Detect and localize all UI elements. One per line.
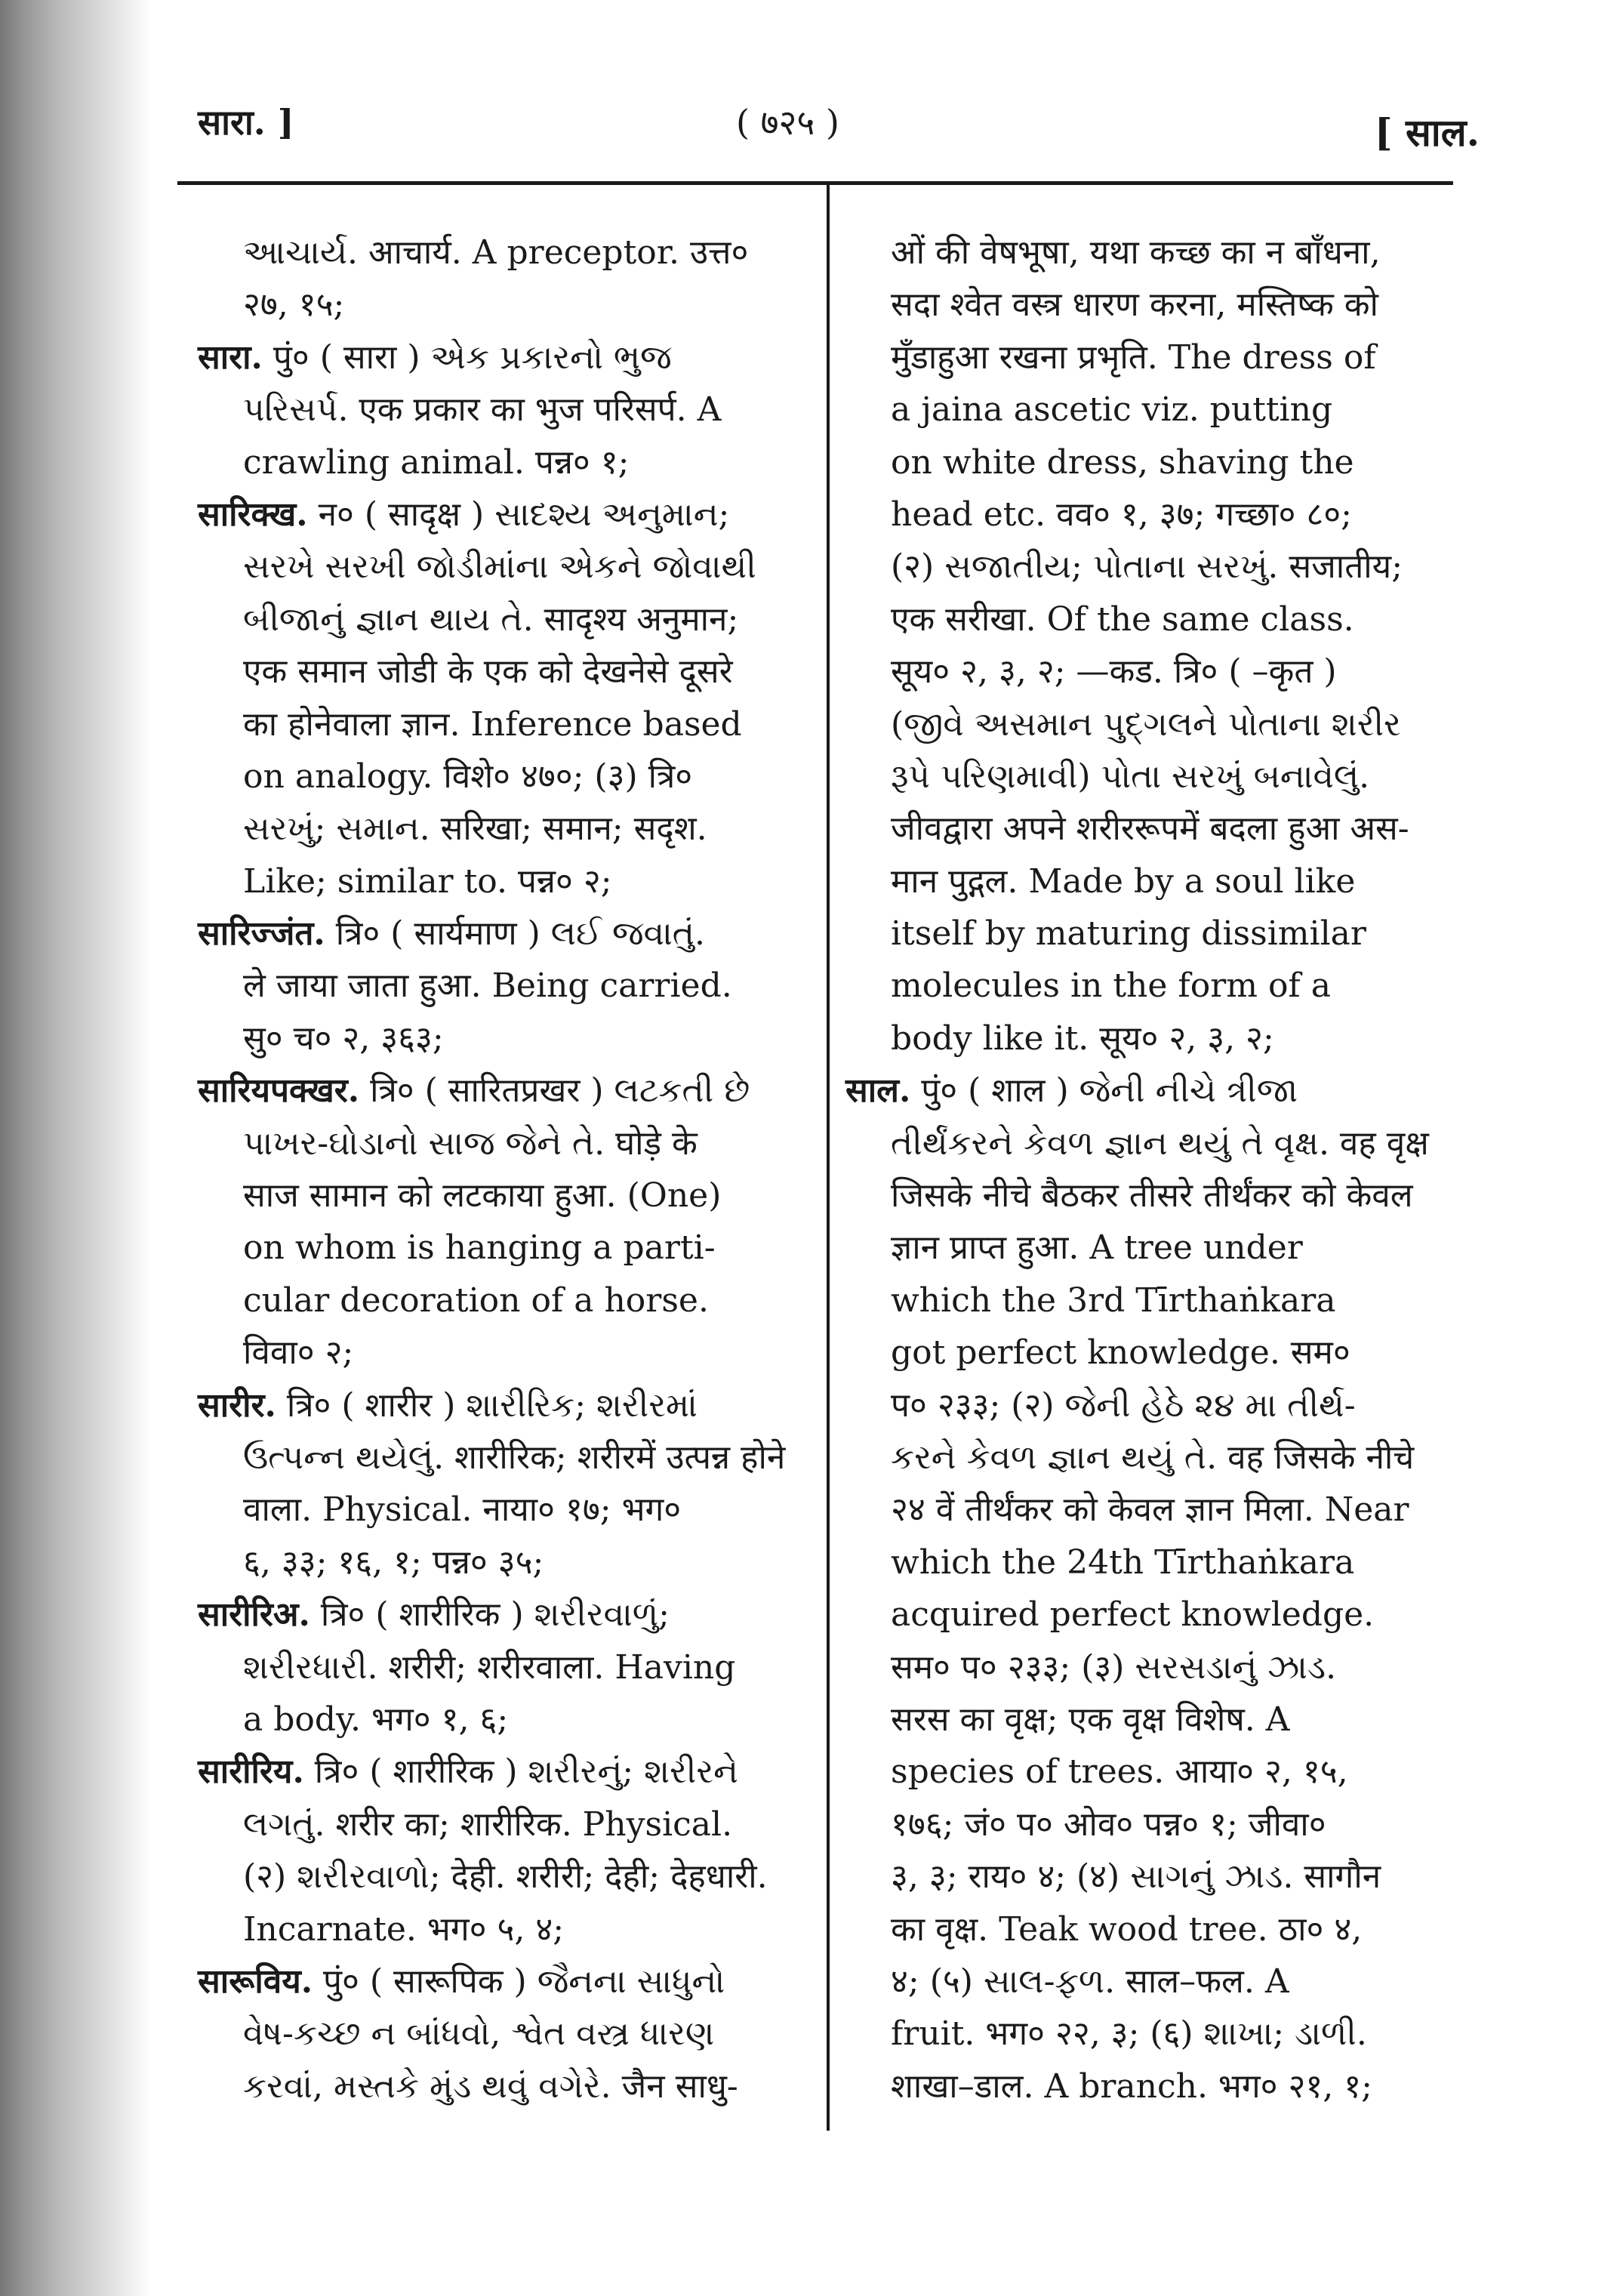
header-rule: [177, 181, 1453, 185]
entry-line: સરખે સરખી જોડીમાંના એકને જોવાથી: [243, 547, 756, 587]
entry-line: head etc. वव० १, ३७; गच्छा० ८०;: [891, 495, 1352, 534]
entry-headword: साल.: [845, 1071, 911, 1111]
entry-line: body like it. सूय० २, ३, २;: [891, 1019, 1274, 1058]
left-column: [198, 227, 802, 2113]
entry-headword: सारीरिय.: [198, 1752, 304, 1792]
entry-line: सरस का वृक्ष; एक वृक्ष विशेष. A: [891, 1700, 1290, 1739]
entry-first-line: [198, 1955, 802, 2008]
entry-line: ३, ३; राय० ४; (४) સાગનું ઝાડ. सागौन: [891, 1857, 1381, 1897]
entry-line: सु० च० २, ३६३;: [243, 1019, 444, 1058]
entry-first-line: [198, 1589, 802, 1641]
entry-text: त्रि० ( शारीरिक ) શરીરનું; શરીરને: [314, 1752, 738, 1792]
column-divider: [827, 183, 830, 2131]
entry-text: त्रि० ( सारितप्रखर ) લટકતી છે: [370, 1071, 750, 1111]
entry-line: a body. भग० १, ६;: [243, 1700, 509, 1739]
entry-line: मान पुद्गल. Made by a soul like: [891, 861, 1356, 901]
entry-line: on white dress, shaving the: [891, 442, 1354, 482]
entry-line: शाखा–डाल. A branch. भग० २१, १;: [891, 2066, 1372, 2106]
dictionary-entry: [198, 1955, 802, 2113]
entry-line: एक सरीखा. Of the same class.: [891, 599, 1354, 639]
entry-line: जिसके नीचे बैठकर तीसरे तीर्थंकर को केवल: [891, 1176, 1413, 1216]
entry-text: न० ( सादृक्ष ) સાદશ્ય અનુમાન;: [318, 495, 730, 534]
entry-line: which the 3rd Tīrthaṅkara: [891, 1281, 1336, 1320]
entry-line: species of trees. आया० २, १५,: [891, 1752, 1348, 1792]
entry-first-line: [198, 331, 802, 384]
entry-line: લગતું. शरीर का; शारीरिक. Physical.: [243, 1804, 733, 1844]
entry-line: crawling animal. पन्न० १;: [243, 442, 630, 482]
entry-line: ६, ३३; १६, १; पन्न० ३५;: [243, 1542, 544, 1582]
dictionary-entry: [198, 908, 802, 1065]
entry-headword: सारा.: [198, 337, 263, 377]
entry-first-line: [198, 1746, 802, 1798]
entry-line: a jaina ascetic viz. putting: [891, 390, 1333, 430]
right-column: [845, 227, 1449, 2113]
entry-line: molecules in the form of a: [891, 966, 1331, 1006]
entry-first-line: [198, 488, 802, 541]
entry-text: पुं० ( शाल ) જેની નીચે ત્રીજા: [921, 1071, 1298, 1111]
dictionary-entry: [198, 1379, 802, 1589]
entry-line: साज सामान को लटकाया हुआ. (One): [243, 1176, 722, 1216]
entry-headword: सारियपक्खर.: [198, 1071, 360, 1111]
entry-line: on whom is hanging a parti-: [243, 1228, 716, 1268]
entry-line: itself by maturing dissimilar: [891, 914, 1366, 954]
entry-line: ले जाया जाता हुआ. Being carried.: [243, 966, 732, 1006]
entry-line: (२) સજાતીય; પોતાના સરખું. सजातीय;: [891, 547, 1403, 587]
entry-line: का होनेवाला ज्ञान. Inference based: [243, 704, 742, 744]
entry-line: (२) શરીરવાળો; देही. शरीरी; देही; देहधारी.: [243, 1857, 768, 1897]
entry-headword: सारीर.: [198, 1385, 276, 1425]
entry-line: ४; (५) સાલ-ફળ. साल–फल. A: [891, 1962, 1289, 2001]
entry-line: કરવાં, મસ્તકે મુંડ થવું વગેરે. जैन साधु-: [243, 2066, 738, 2106]
entry-line: सम० प० २३३; (३) સરસડાનું ઝાડ.: [891, 1647, 1337, 1687]
dictionary-entry: [198, 488, 802, 908]
entry-text: त्रि० ( शारीरिक ) શરીરવાળું;: [320, 1595, 670, 1635]
entry-text: त्रि० ( शारीर ) શારીરિક; શરીરમાં: [286, 1385, 698, 1425]
entry-line: ઉત્પન્ન થયેલું. शारीरिक; शरीरमें उत्पन्न होने: [243, 1438, 786, 1477]
entry-line: રૂપે પરિણમાવી) પોતા સરખું બનાવેલું.: [891, 757, 1370, 796]
entry-headword: सारूविय.: [198, 1962, 313, 2001]
entry-line: પરિસર્પ. एक प्रकार का भुज परिसर्प. A: [243, 390, 722, 430]
entry-line: પાખર-ઘોડાનો સાજ જેને તે. घोड़े के: [243, 1123, 698, 1163]
entry-line: cular decoration of a horse.: [243, 1281, 709, 1320]
header-left-guideword: सारा. ]: [198, 102, 294, 143]
entry-line: વેષ-કચ્છ ન બાંધવો, શ્વેત વસ્ત્ર ધારણ: [243, 2014, 715, 2054]
header-right-guideword: [ साल.: [1374, 110, 1480, 155]
entry-line: કરને કેવળ જ્ઞાન થયું તે. वह जिसके नीचे: [891, 1438, 1415, 1477]
entry-line: वाला. Physical. नाया० १७; भग०: [243, 1490, 682, 1530]
dictionary-entry: [198, 1746, 802, 1955]
entry-line: Incarnate. भग० ५, ४;: [243, 1909, 565, 1949]
entry-line: which the 24th Tīrthaṅkara: [891, 1542, 1355, 1582]
entry-text: त्रि० ( सार्यमाण ) લઈ જવાતું.: [335, 914, 705, 954]
dictionary-entry: [845, 1065, 1449, 2113]
dictionary-entry: [198, 1065, 802, 1379]
dictionary-entry: [198, 331, 802, 488]
entry-first-line: [198, 1379, 802, 1432]
entry-headword: सारिक्ख.: [198, 495, 308, 534]
entry-line: બીજાનું જ્ઞાન થાય તે. सादृश्य अनुमान;: [243, 599, 739, 639]
dictionary-entry: [198, 227, 802, 331]
entry-line: २४ वें तीर्थंकर को केवल ज्ञान मिला. Near: [891, 1490, 1409, 1530]
entry-line: १७६; जं० प० ओव० पन्न० १; जीवा०: [891, 1804, 1326, 1844]
dictionary-entry: [198, 1589, 802, 1746]
entry-line: આચાર્ય. आचार्य. A preceptor. उत्त०: [243, 233, 749, 272]
entry-line: તીર્થંકરને કેવળ જ્ઞાન થયું તે વૃક્ષ. वह वृक्ष: [891, 1123, 1429, 1163]
entry-line: fruit. भग० २२, ३; (६) શાખા; ડાળી.: [891, 2014, 1367, 2054]
entry-line: मुँडाहुआ रखना प्रभृति. The dress of: [891, 337, 1376, 377]
entry-line: २७, १५;: [243, 285, 345, 325]
entry-line: प० २३३; (२) જેની હેઠે ૨૪ મા તીર્થ-: [891, 1385, 1356, 1425]
entry-line: સરખું; સમાન. सरिखा; समान; सदृश.: [243, 809, 707, 849]
entry-first-line: [198, 908, 802, 960]
entry-line: का वृक्ष. Teak wood tree. ठा० ४,: [891, 1909, 1363, 1949]
binding-shadow: [0, 0, 151, 2296]
entry-line: on analogy. विशे० ४७०; (३) त्रि०: [243, 757, 693, 796]
entry-first-line: [198, 1065, 802, 1117]
entry-text: पुं० ( सारूपिक ) જૈનના સાધુનો: [323, 1962, 725, 2001]
dictionary-entry: [845, 227, 1449, 1065]
entry-line: विवा० २;: [243, 1333, 354, 1373]
entry-headword: सारिज्जंत.: [198, 914, 325, 954]
entry-line: (જીવે અસમાન પુદ્ગલને પોતાના શરીર: [891, 704, 1401, 744]
entry-line: जीवद्वारा अपने शरीररूपमें बदला हुआ अस-: [891, 809, 1409, 849]
entry-line: सूय० २, ३, २; —कड. त्रि० ( –कृत ): [891, 652, 1337, 692]
entry-headword: सारीरिअ.: [198, 1595, 310, 1635]
entry-text: पुं० ( सारा ) એક પ્રકારનો ભુજ: [273, 337, 672, 377]
entry-line: ओं की वेषभूषा, यथा कच्छ का न बाँधना,: [891, 233, 1381, 272]
entry-line: Like; similar to. पन्न० २;: [243, 861, 612, 901]
entry-line: ज्ञान प्राप्त हुआ. A tree under: [891, 1228, 1303, 1268]
entry-line: got perfect knowledge. सम०: [891, 1333, 1350, 1373]
entry-first-line: [845, 1065, 1449, 1117]
entry-line: શરીરધારી. शरीरी; शरीरवाला. Having: [243, 1647, 736, 1687]
entry-line: सदा श्वेत वस्त्र धारण करना, मस्तिष्क को: [891, 285, 1378, 325]
entry-line: एक समान जोडी के एक को देखनेसे दूसरे: [243, 652, 733, 692]
entry-line: acquired perfect knowledge.: [891, 1595, 1375, 1635]
page-number: ( ७२५ ): [736, 102, 839, 143]
